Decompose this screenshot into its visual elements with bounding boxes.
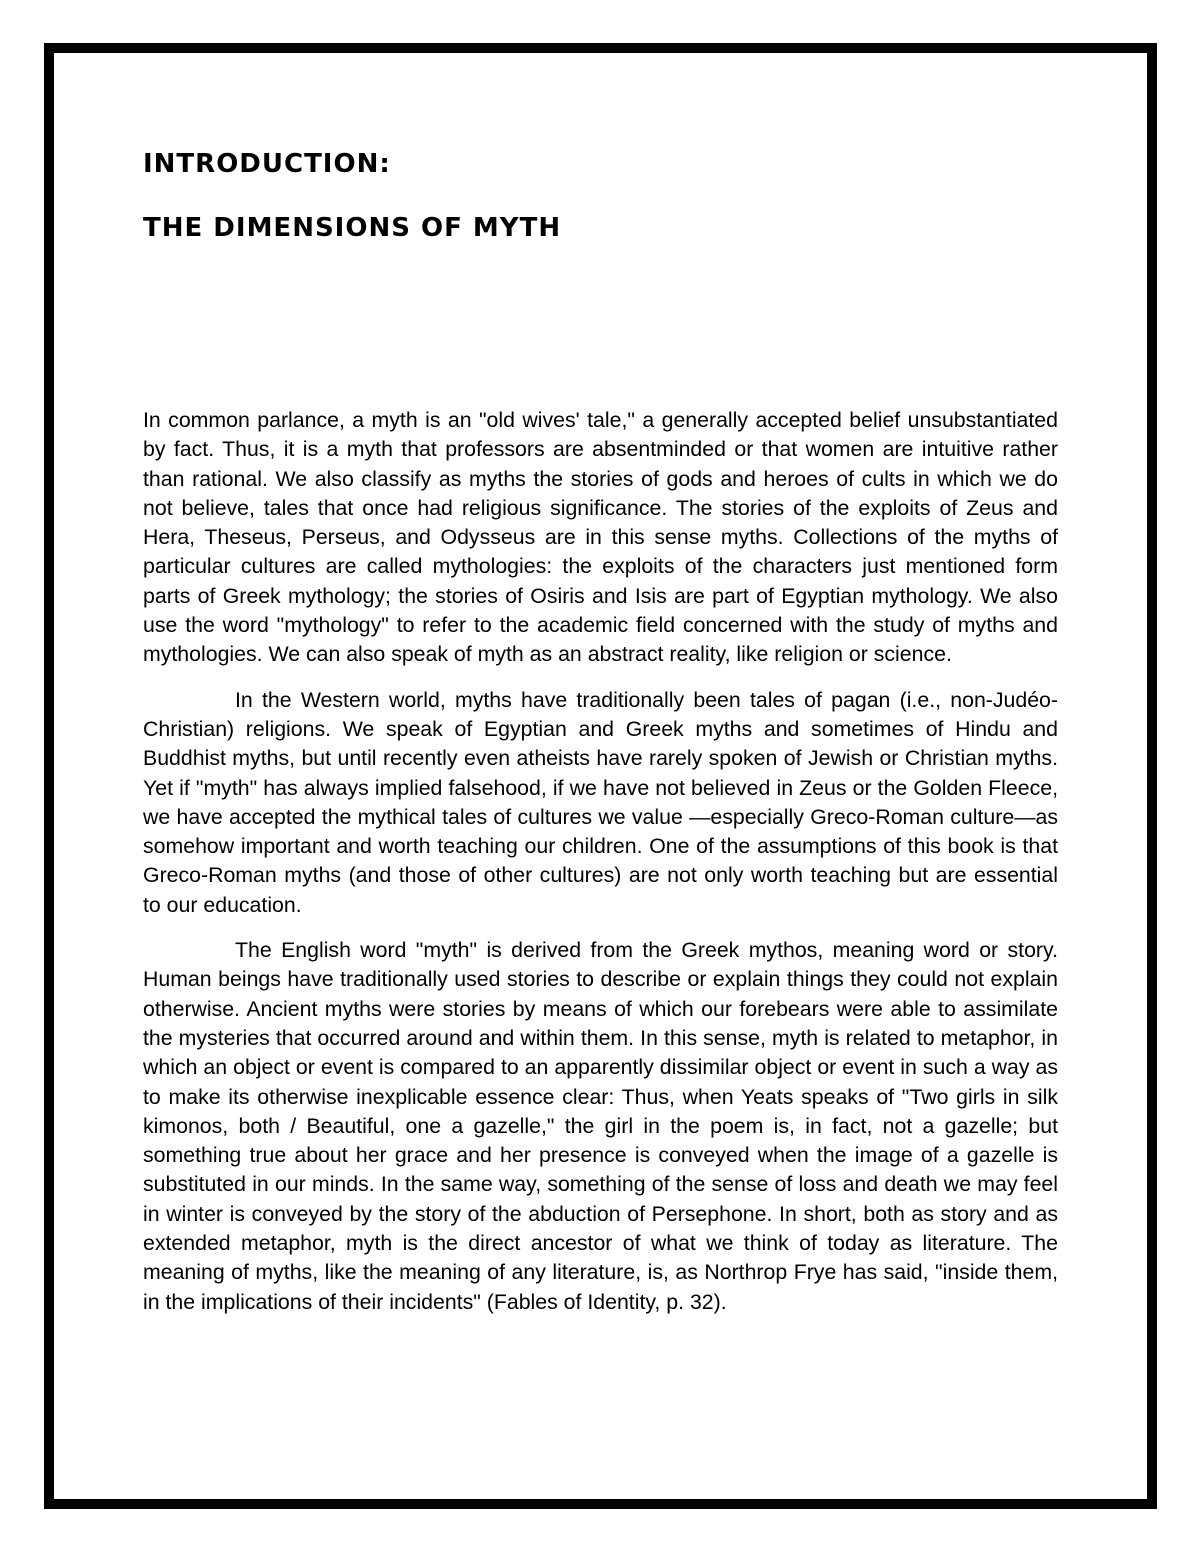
- paragraph-2: In the Western world, myths have traditionally been tales of pagan (i.e., non-Judéo-Christian) religions. We speak of Egyptian and Greek myths and sometimes of Hindu and Buddhist myths, but until recently even atheists have rarely spoken of Jewish or Christian myths. Yet if "myth" has always implied falsehood, if we have not believed in Zeus or the Golden Fleece, we have accepted the mythical tales of cultures we value —especially Greco-Roman culture—as somehow important and worth teaching our children. One of the assumptions of this book is that Greco-Roman myths (and those of other cultures) are not only worth teaching but are essential to our education.: [143, 687, 1058, 917]
- body-text: [143, 406, 1058, 1317]
- paragraph-1: In common parlance, a myth is an "old wives' tale," a generally accepted belief unsubstantiated by fact. Thus, it is a myth that professors are absentminded or that women are intuitive rather than rational. We also classify as myths the stories of gods and heroes of cults in which we do not believe, tales that once had religious significance. The stories of the exploits of Zeus and Hera, Theseus, Perseus, and Odysseus are in this sense myths. Collections of the myths of particular cultures are called mythologies: the exploits of the characters just mentioned form parts of Greek mythology; the stories of Osiris and Isis are part of Egyptian mythology. We also use the word "mythology" to refer to the academic field concerned with the study of myths and mythologies. We can also speak of myth as an abstract reality, like religion or science.: [143, 408, 1058, 667]
- paragraph-3: The English word "myth" is derived from the Greek mythos, meaning word or story. Human beings have traditionally used stories to describe or explain things they could not explain otherwise. Ancient myths were stories by means of which our forebears were able to assimilate the mysteries that occurred around and within them. In this sense, myth is related to metaphor, in which an object or event is compared to an apparently dissimilar object or event in such a way as to make its otherwise inexplicable essence clear: Thus, when Yeats speaks of "Two girls in silk kimonos, both / Beautiful, one a gazelle," the girl in the poem is, in fact, not a gazelle; but something true about her grace and her presence is conveyed when the image of a gazelle is substituted in our minds. In the same way, something of the sense of loss and death we may feel in winter is conveyed by the story of the abduction of Persephone. In short, both as story and as extended metaphor, myth is the direct ancestor of what we think of today as literature. The meaning of myths, like the meaning of any literature, is, as Northrop Frye has said, "inside them, in the implications of their incidents" (Fables of Identity, p. 32).: [143, 938, 1058, 1314]
- chapter-title: THE DIMENSIONS OF MYTH: [143, 213, 562, 243]
- document-content: [143, 146, 1058, 1333]
- chapter-heading-introduction: INTRODUCTION:: [143, 149, 391, 179]
